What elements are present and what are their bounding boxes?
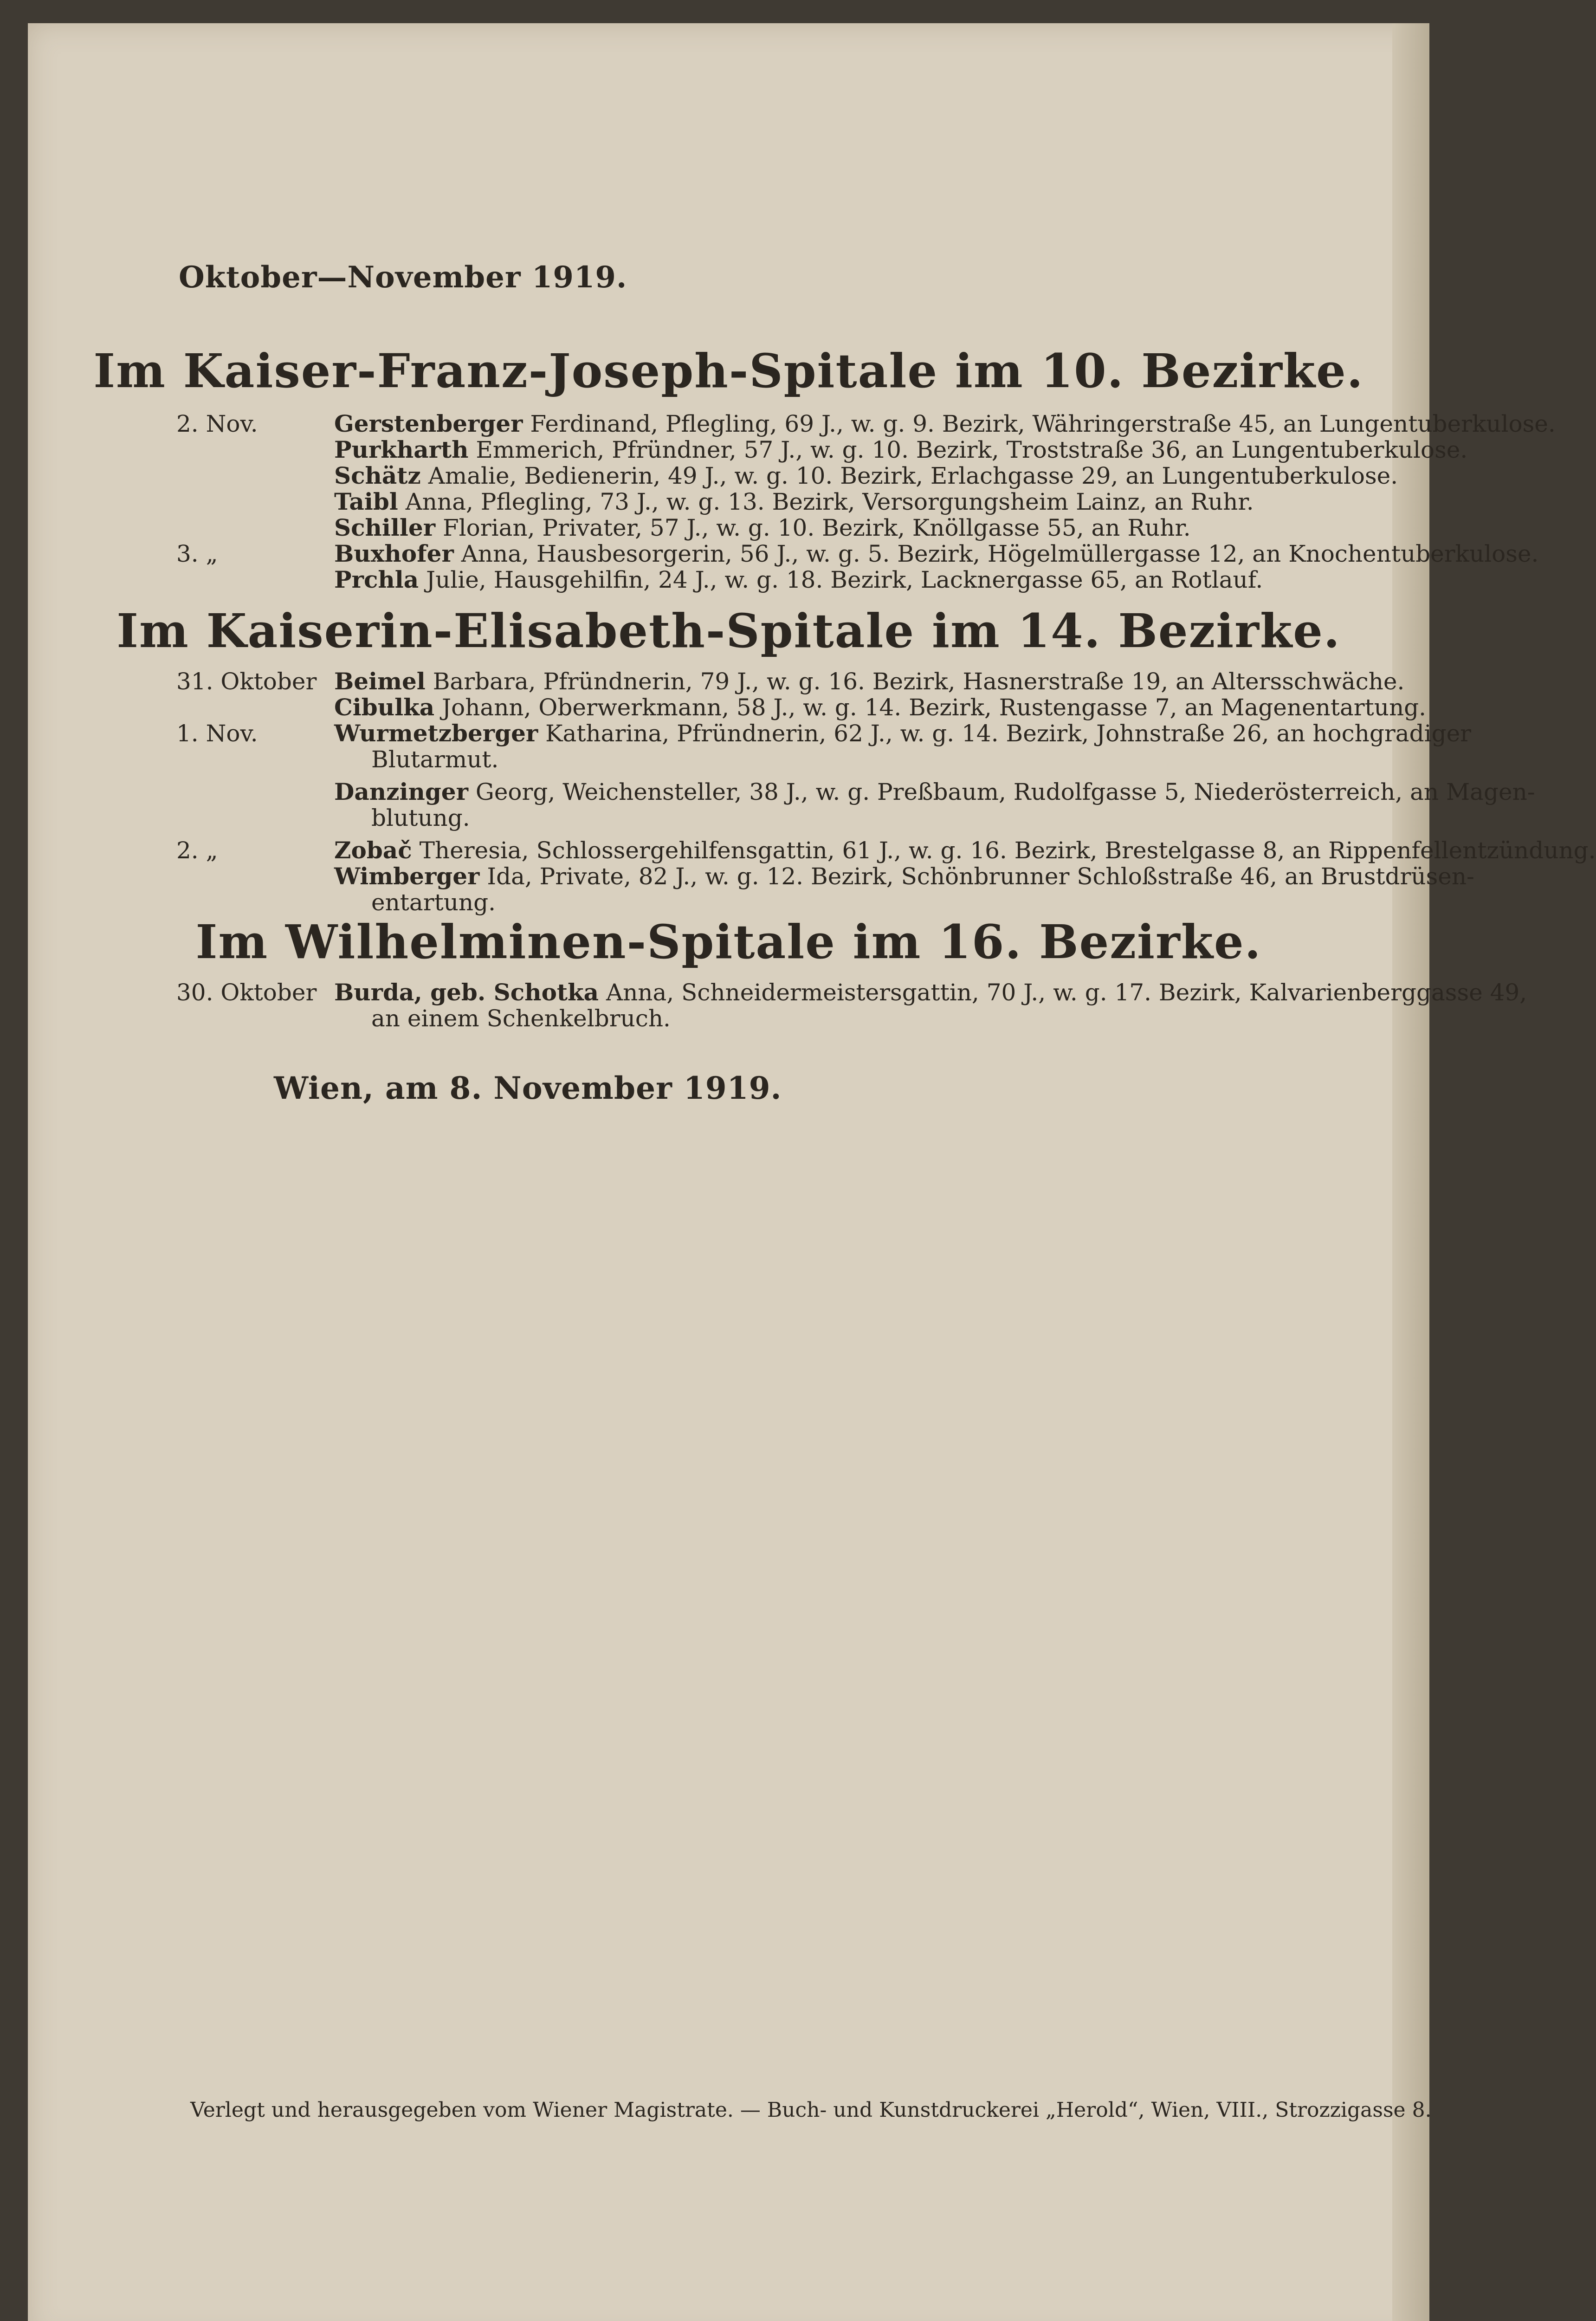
- entries-franz-joseph: [176, 410, 1556, 593]
- document-page: [28, 23, 1596, 2321]
- list-item: 3. „ Buxhofer Anna, Hausbesorgerin, 56 J., w. g. 5. Bezirk, Högelmüllergasse 12, an Knochentuberkulose.: [176, 540, 1539, 567]
- list-item: Wimberger Ida, Private, 82 J., w. g. 12. Bezirk, Schönbrunner Schloßstraße 46, an Brustdrüsen- entartung.: [334, 862, 1474, 916]
- section-title-elisabeth: Im Kaiserin-Elisabeth-Spitale im 14. Bezirke.: [116, 603, 1341, 658]
- list-item: 2. Nov. Gerstenberger Ferdinand, Pflegling, 69 J., w. g. 9. Bezirk, Währingerstraße 45, an Lungentuberkulose.: [176, 410, 1556, 437]
- list-item: Purkharth Emmerich, Pfründner, 57 J., w. g. 10. Bezirk, Troststraße 36, an Lungentuberkulose.: [334, 436, 1468, 463]
- list-item: Schätz Amalie, Bedienerin, 49 J., w. g. 10. Bezirk, Erlachgasse 29, an Lungentuberkulose.: [334, 462, 1398, 489]
- list-item: Prchla Julie, Hausgehilfin, 24 J., w. g. 18. Bezirk, Lacknergasse 65, an Rotlauf.: [334, 566, 1263, 593]
- list-item: 30. Oktober Burda, geb. Schotka Anna, Schneidermeistersgattin, 70 J., w. g. 17. Bezirk, Kalvarienberggasse 49, an einem Schenkelbruch.: [176, 979, 1527, 1032]
- list-item: 2. „ Zobač Theresia, Schlossergehilfensgattin, 61 J., w. g. 16. Bezirk, Brestelgasse 8, an Rippenfellentzündung.: [176, 836, 1596, 864]
- list-item: Taibl Anna, Pflegling, 73 J., w. g. 13. Bezirk, Versorgungsheim Lainz, an Ruhr.: [334, 488, 1254, 515]
- list-item: 1. Nov. Wurmetzberger Katharina, Pfründnerin, 62 J., w. g. 14. Bezirk, Johnstraße 26, an hochgradiger Blutarmut.: [176, 720, 1472, 773]
- list-item: 31. Oktober Beimel Barbara, Pfründnerin, 79 J., w. g. 16. Bezirk, Hasnerstraße 19, an Altersschwäche.: [176, 668, 1405, 695]
- list-item: Cibulka Johann, Oberwerkmann, 58 J., w. g. 14. Bezirk, Rustengasse 7, an Magenentartung.: [334, 694, 1427, 721]
- section-title-wilhelminen: Im Wilhelminen-Spitale im 16. Bezirke.: [195, 914, 1262, 969]
- list-item: Schiller Florian, Privater, 57 J., w. g. 10. Bezirk, Knöllgasse 55, an Ruhr.: [334, 514, 1191, 541]
- date-range-heading: Oktober—November 1919.: [179, 260, 627, 295]
- entries-elisabeth: [176, 668, 1596, 916]
- section-title-franz-joseph: Im Kaiser-Franz-Joseph-Spitale im 10. Bezirke.: [93, 344, 1364, 398]
- imprint-footer: Verlegt und herausgegeben vom Wiener Magistrate. — Buch- und Kunstdruckerei „Herold“, Wien, VIII., Strozzigasse 8.: [190, 2098, 1432, 2122]
- signoff-date: Wien, am 8. November 1919.: [274, 1070, 782, 1106]
- entries-wilhelminen: [176, 979, 1527, 1032]
- list-item: Danzinger Georg, Weichensteller, 38 J., w. g. Preßbaum, Rudolfgasse 5, Niederösterreich, an Magen- blutung.: [334, 778, 1535, 831]
